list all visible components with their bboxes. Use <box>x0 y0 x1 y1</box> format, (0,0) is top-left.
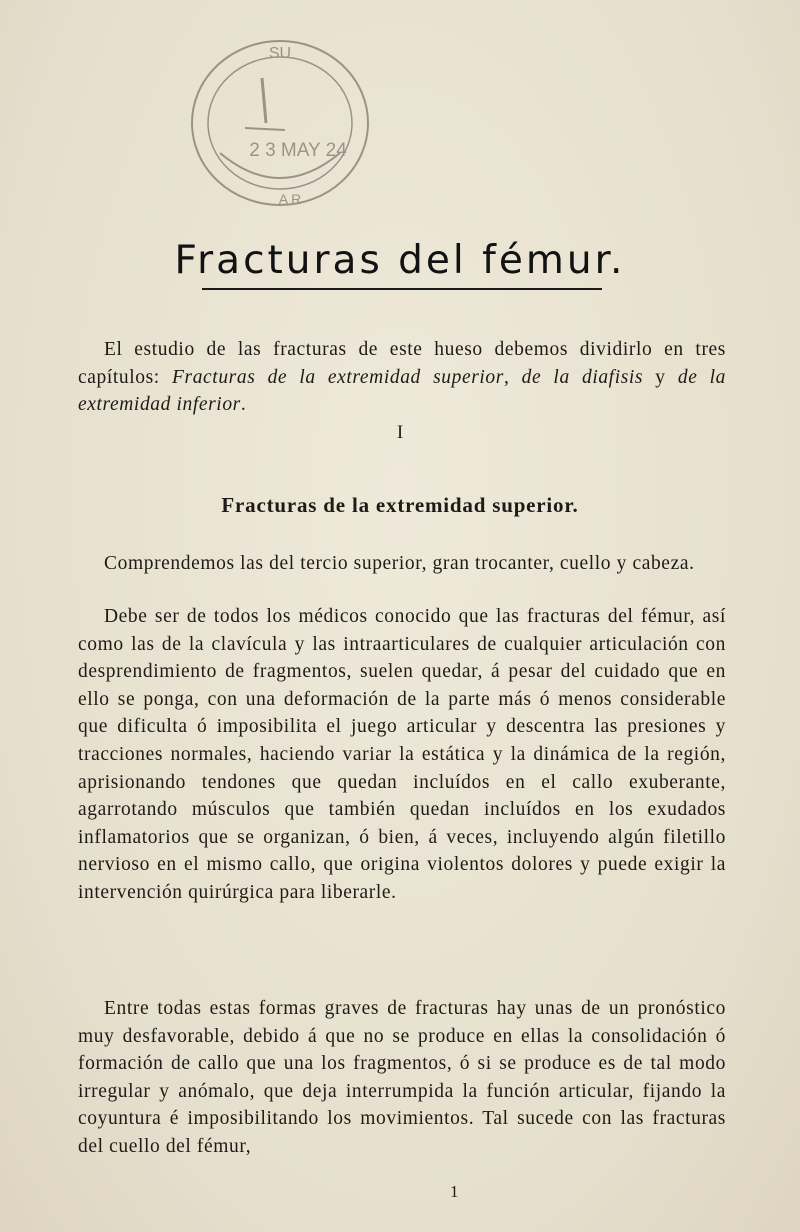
intro-emphasis-2: de la diafisis <box>521 366 644 388</box>
intro-conj: y <box>643 366 678 388</box>
paragraph: Debe ser de todos los médicos conocido que las fracturas del fémur, así como las de la clavícula y las intraarticulares de cualquier articulación con desprendimiento de fragmentos, suelen quedar, á pesar del cuidado que en ello se ponga, con una deformación de la parte más ó menos considerable que dificulta ó imposibilita el juego articular y descentra las presiones y tracciones normales, haciendo variar la estática y la dinámica de la región, aprisionando tendones que quedan incluídos en el callo exuberante, agarrotando músculos que también quedan incluídos en los exudados inflamatorios que se organizan, ó bien, á veces, incluyendo algún filetillo nervioso en el mismo callo, que origina violentos dolores y puede exigir la intervención quirúrgica para liberarle. <box>78 606 726 903</box>
stamp-text-top: SU <box>268 45 292 62</box>
stamp-text-bottom: A R <box>278 191 302 207</box>
stamp-text-date: 2 3 MAY 24 <box>249 140 347 161</box>
intro-sep: , <box>503 366 522 388</box>
section-title: Fracturas de la extremidad superior. <box>221 493 579 517</box>
intro-paragraph <box>78 336 726 419</box>
section-number: I <box>396 422 404 443</box>
intro-end: . <box>240 394 247 416</box>
library-stamp <box>180 28 380 218</box>
intro-text: El estudio de las fracturas de este hueso debemos dividirlo en tres capítulos: <box>78 339 726 388</box>
title-underline <box>202 288 602 290</box>
intro-emphasis-3: de la extremidad inferior <box>78 366 726 416</box>
page-title: Fracturas del fémur. <box>174 238 626 283</box>
page-number: 1 <box>450 1182 459 1201</box>
paragraph: Comprendemos las del tercio superior, gran trocanter, cuello y cabeza. <box>104 553 695 574</box>
paragraph: Entre todas estas formas graves de fracturas hay unas de un pronóstico muy desfavorable, debido á que no se produce en ellas la consolidación ó formación de callo que una los fragmentos, ó si se produce es de tal modo irregular y anómalo, que deja interrumpida la función articular, fijando la coyuntura é imposibilitando los movimientos. Tal sucede con las fracturas del cuello del fémur, <box>78 998 726 1157</box>
intro-emphasis-1: Fracturas de la extremidad superior <box>172 366 504 388</box>
